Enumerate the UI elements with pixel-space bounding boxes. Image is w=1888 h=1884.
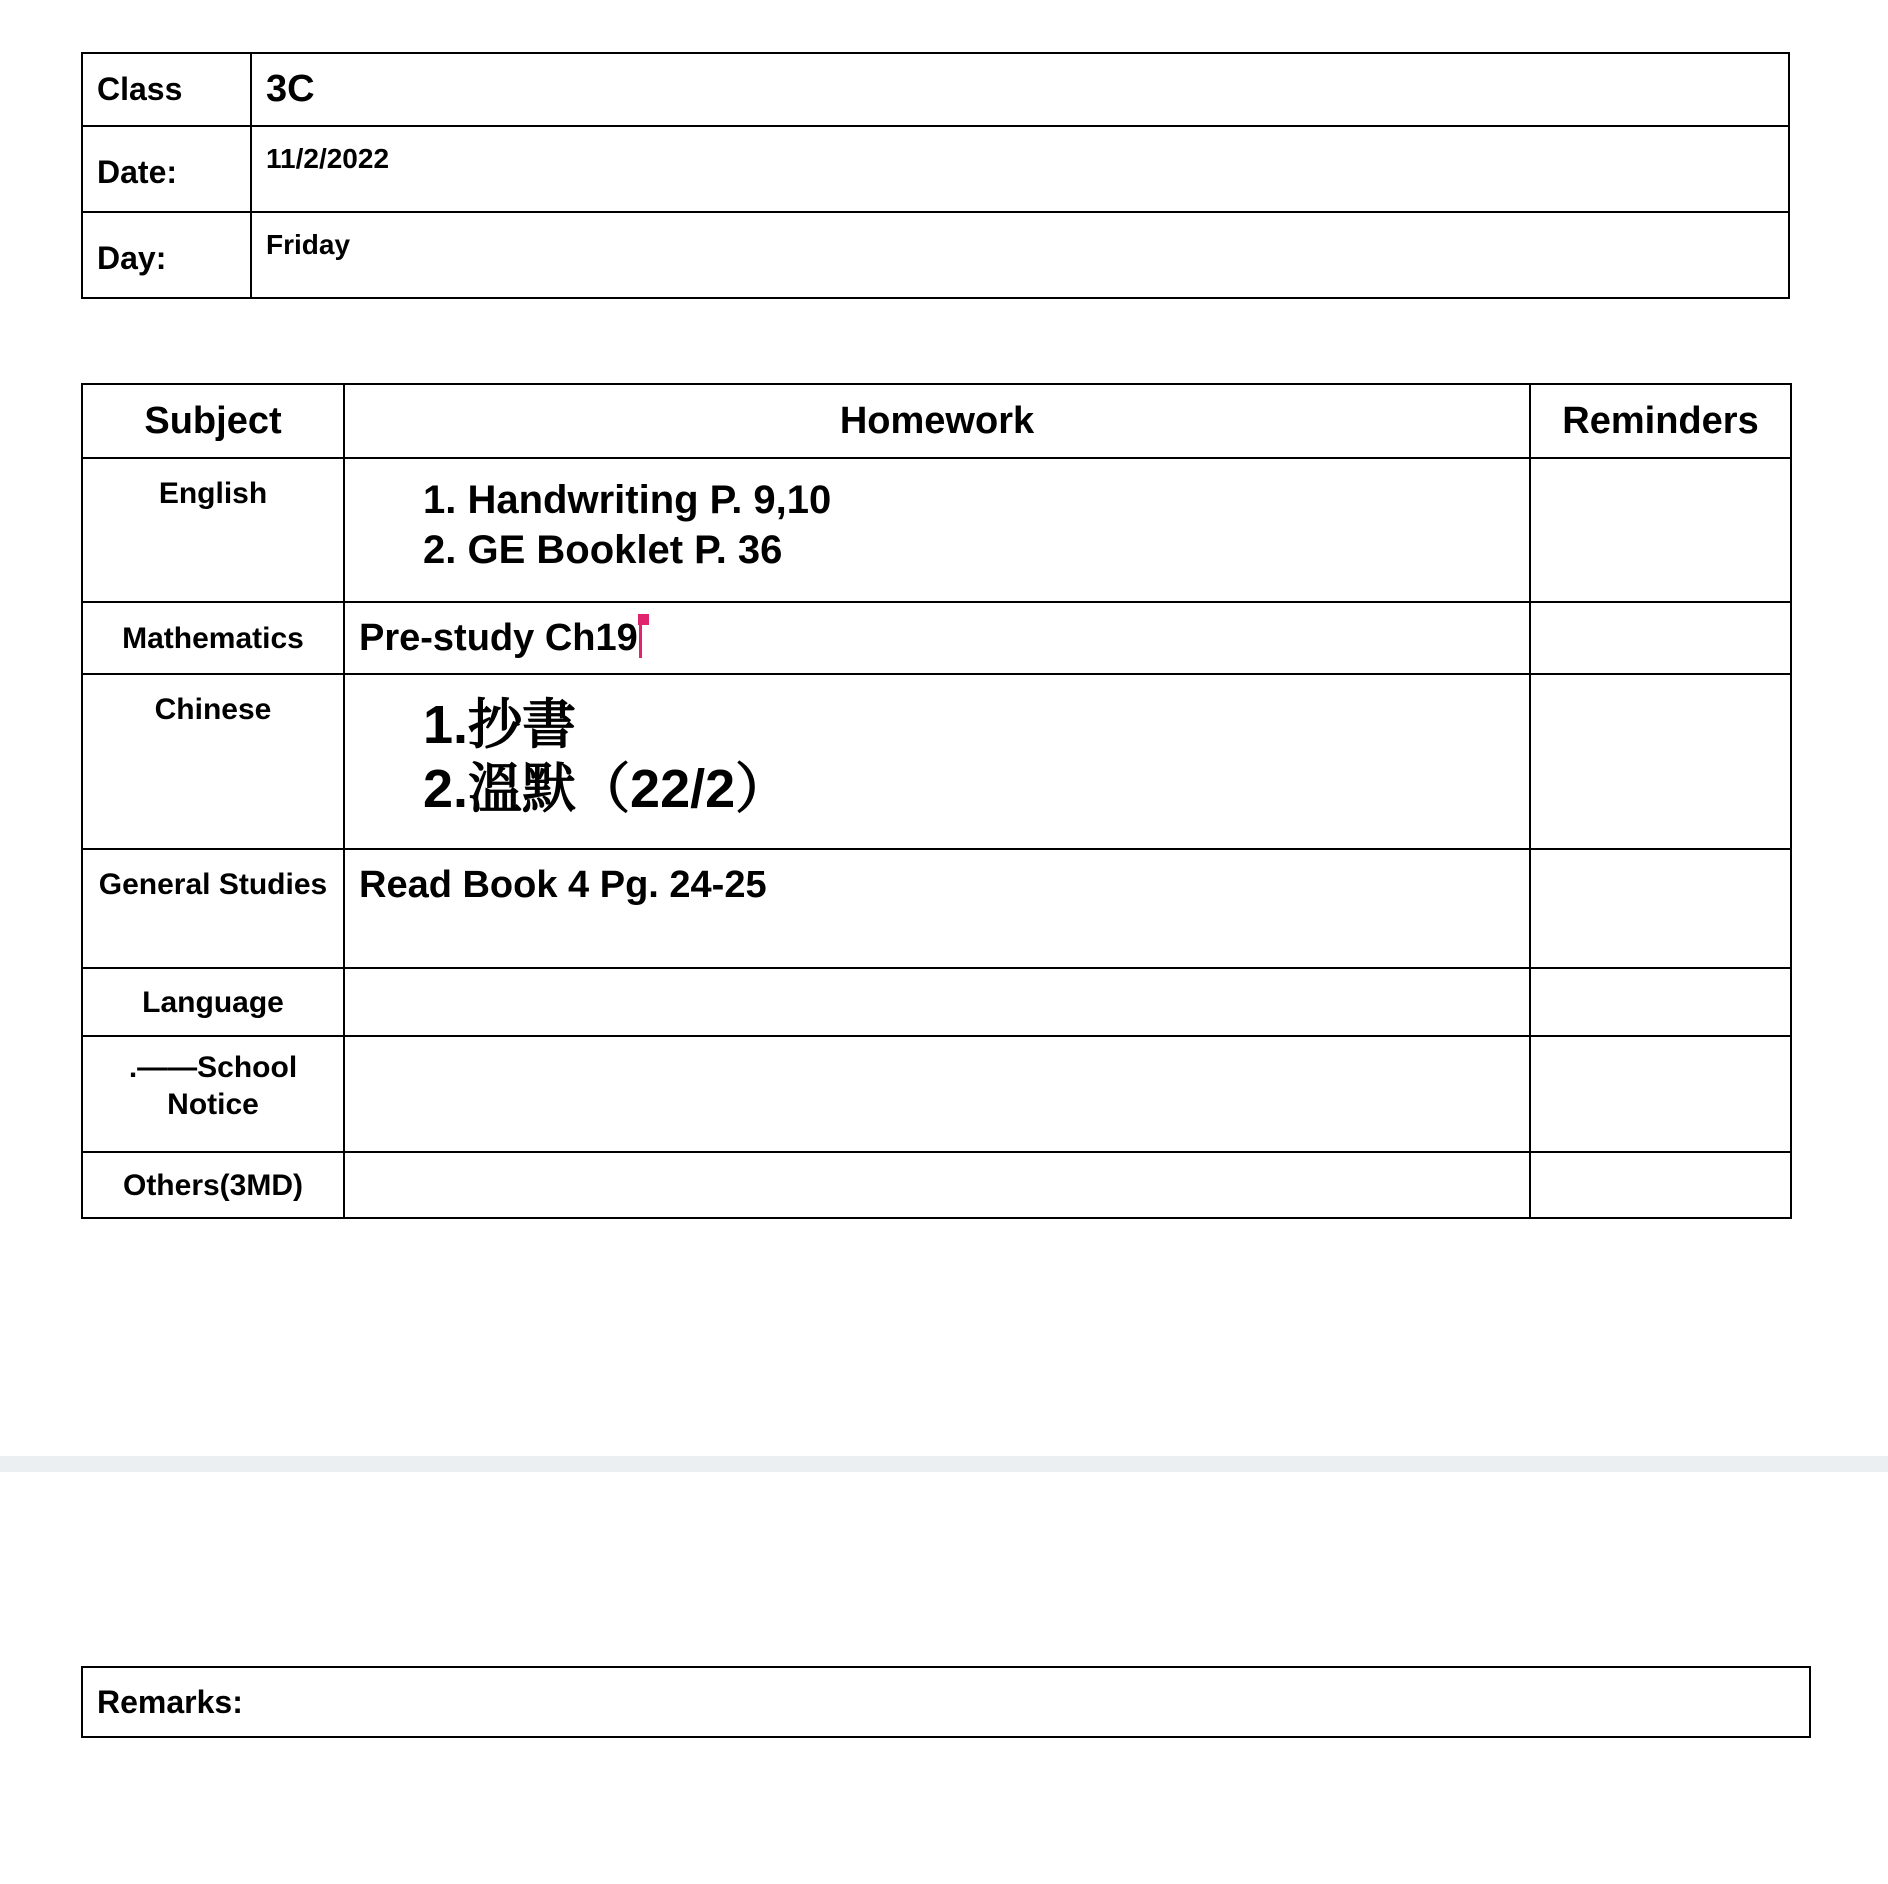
table-row <box>82 458 1791 602</box>
homework-text-general-studies: Read Book 4 Pg. 24-25 <box>359 864 767 906</box>
homework-cell-general-studies[interactable] <box>344 849 1530 968</box>
subject-cell-chinese: Chinese <box>82 674 344 849</box>
table-row <box>82 674 1791 849</box>
subject-cell-english: English <box>82 458 344 602</box>
table-row <box>82 602 1791 674</box>
homework-text-mathematics <box>359 603 1529 660</box>
homework-cell-school-notice[interactable] <box>344 1036 1530 1152</box>
reminder-cell-general-studies[interactable] <box>1530 849 1791 968</box>
class-info-table <box>81 52 1790 299</box>
day-row <box>82 212 1789 298</box>
subject-cell-general-studies: General Studies <box>82 849 344 968</box>
subject-column-header: Subject <box>82 384 344 458</box>
date-value[interactable]: 11/2/2022 <box>251 126 1789 212</box>
list-item: 1. Handwriting P. 9,10 <box>423 478 832 522</box>
reminder-cell-english[interactable] <box>1530 458 1791 602</box>
remarks-row <box>82 1667 1810 1737</box>
table-row <box>82 1152 1791 1218</box>
page-break-divider <box>0 1456 1888 1472</box>
reminders-column-header: Reminders <box>1530 384 1791 458</box>
homework-list-english <box>359 459 1529 575</box>
subject-cell-language: Language <box>82 968 344 1036</box>
table-row <box>82 849 1791 968</box>
day-label: Day: <box>82 212 251 298</box>
table-row <box>82 1036 1791 1152</box>
reminder-cell-mathematics[interactable] <box>1530 602 1791 674</box>
subject-cell-others: Others(3MD) <box>82 1152 344 1218</box>
date-label: Date: <box>82 126 251 212</box>
reminder-cell-chinese[interactable] <box>1530 674 1791 849</box>
homework-list-chinese <box>359 675 1529 821</box>
text-cursor <box>639 618 642 658</box>
table-row <box>82 968 1791 1036</box>
list-item: 2.溫默（22/2） <box>423 759 790 819</box>
list-item: 2. GE Booklet P. 36 <box>423 528 783 572</box>
reminder-cell-language[interactable] <box>1530 968 1791 1036</box>
homework-cell-mathematics[interactable] <box>344 602 1530 674</box>
reminder-cell-others[interactable] <box>1530 1152 1791 1218</box>
homework-cell-language[interactable] <box>344 968 1530 1036</box>
date-row <box>82 126 1789 212</box>
subject-cell-school-notice: .——School Notice <box>82 1036 344 1152</box>
list-item: 1.抄書 <box>423 695 577 755</box>
homework-cell-chinese[interactable] <box>344 674 1530 849</box>
remarks-label[interactable]: Remarks: <box>82 1667 1810 1737</box>
class-value[interactable]: 3C <box>251 53 1789 126</box>
table-header-row <box>82 384 1791 458</box>
class-row <box>82 53 1789 126</box>
homework-text-value: Pre-study Ch19 <box>359 617 638 659</box>
homework-cell-english[interactable] <box>344 458 1530 602</box>
class-label: Class <box>82 53 251 126</box>
remarks-table <box>81 1666 1811 1738</box>
homework-column-header: Homework <box>344 384 1530 458</box>
reminder-cell-school-notice[interactable] <box>1530 1036 1791 1152</box>
subject-cell-mathematics: Mathematics <box>82 602 344 674</box>
day-value[interactable]: Friday <box>251 212 1789 298</box>
homework-cell-others[interactable] <box>344 1152 1530 1218</box>
homework-table <box>81 383 1792 1219</box>
